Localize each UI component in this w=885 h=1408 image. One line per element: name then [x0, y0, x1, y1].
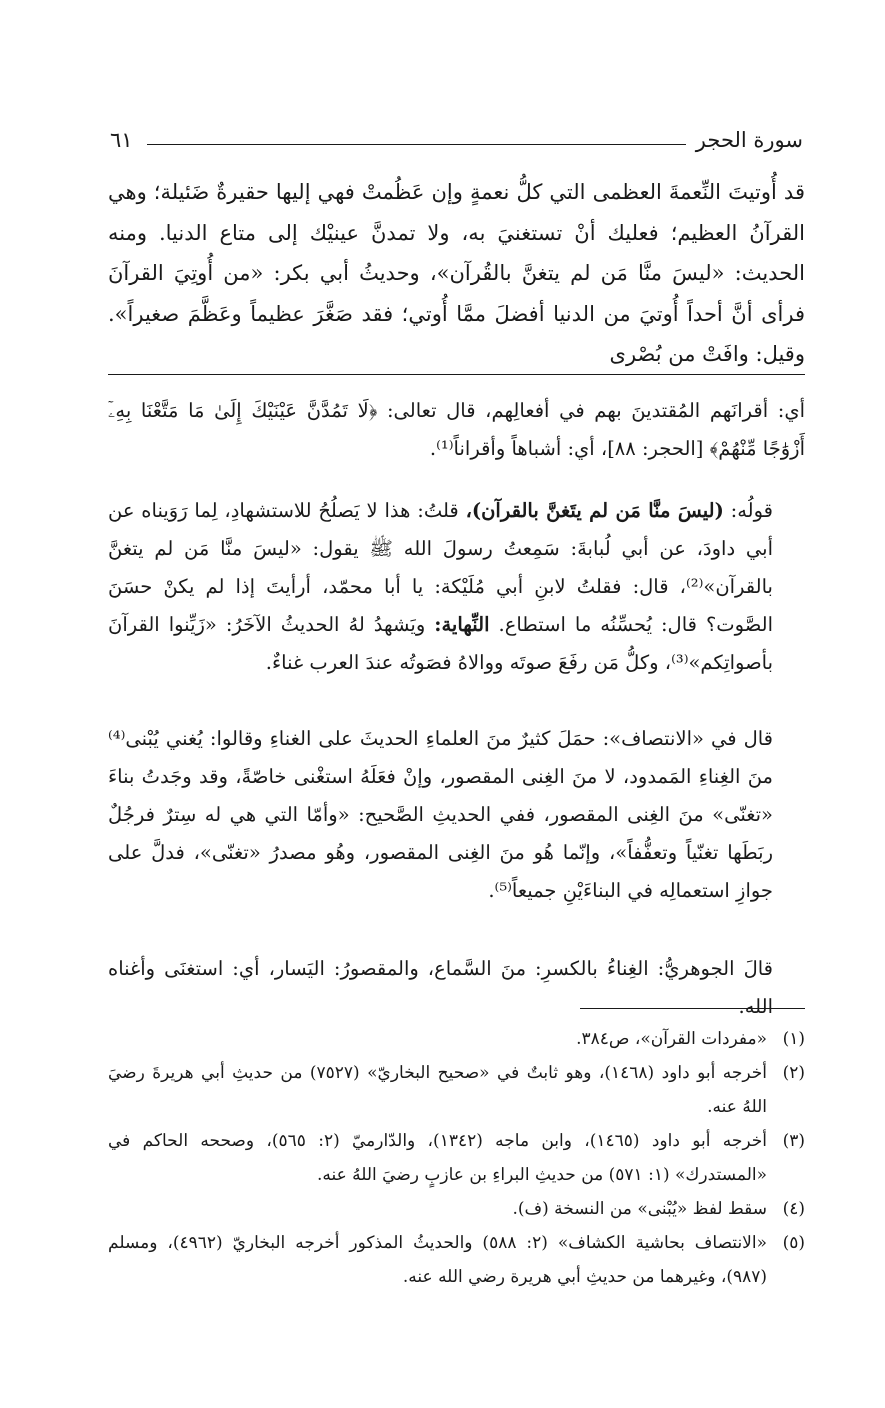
commentary-p1-text: أي: أقرانَهم المُقتدينَ بهم في أفعالِهم، قال تعالى: ﴿لَا تَمُدَّنَّ عَيْنَيْكَ إِلَىٰ مَا مَتَّعْنَا بِهِۦٓ أَزْوَٰجًا مِّنْهُمْ﴾ [الحجر: ٨٨]، أي: أشباهاً وأقراناً⁽¹⁾. — [108, 399, 805, 460]
header-rule — [147, 144, 686, 145]
commentary-p4-text: قالَ الجوهريُّ: الغِناءُ بالكسرِ: منَ السَّماع، والمقصورُ: اليَسار، أي: استغنَى وأغناه الله. — [108, 957, 773, 1018]
footnote-text: أخرجه أبو داود (١٤٦٨)، وهو ثابتٌ في «صحيح البخاريّ» (٧٥٢٧) من حديثِ أبي هريرةَ رضيَ اللهُ عنه. — [108, 1063, 768, 1117]
commentary-paragraph-4 — [108, 950, 805, 1026]
footnote-2 — [108, 1056, 805, 1124]
footnote-separator — [580, 1008, 805, 1009]
commentary-p2-quote: (ليسَ منَّا مَن لم يتَغنَّ بالقرآن)، — [465, 499, 724, 522]
main-text: قد أُوتيتَ النِّعمةَ العظمى التي كلُّ نعمةٍ وإن عَظُمتْ فهي إليها حقيرةٌ ضَئيلة؛ وهي القرآنُ العظيم؛ فعليك أنْ تستغنيَ به، ولا تمدنَّ عينيْك إلى متاع الدنيا. ومنه الحديث: «ليسَ منَّا مَن لم يتغنَّ بالقُرآن»، وحديثُ أبي بكر: «من أُوتِيَ القرآنَ فرأى أنَّ أحداً أُوتيَ من الدنيا أفضلَ ممَّا أُوتي؛ فقد صَغَّرَ عظيماً وعَظَّمَ صغيراً». وقيل: وافَتْ من بُصْرى — [108, 180, 805, 366]
footnote-number: (٤) — [782, 1199, 805, 1219]
commentary-paragraph-3 — [108, 720, 805, 910]
footnote-number: (٢) — [782, 1063, 805, 1083]
footnote-text: سقط لفظ «يُبْنى» من النسخة (ف). — [512, 1199, 767, 1219]
footnote-number: (٣) — [782, 1131, 805, 1151]
footnote-number: (١) — [782, 1029, 805, 1049]
commentary-p2-label: قولُه: — [730, 499, 773, 522]
commentary-paragraph-1 — [108, 392, 805, 468]
running-header — [110, 116, 803, 152]
footnote-text: «مفردات القرآن»، ص٣٨٤. — [576, 1029, 767, 1049]
commentary-p3-text: قال في «الانتصاف»: حمَلَ كثيرٌ منَ العلماءِ الحديثَ على الغناءِ وقالوا: يُغني يُبْنى⁽⁴⁾ منَ الغِناءِ المَمدود، لا منَ الغِنى المقصور، وإنْ فعَلَهُ استغْنى خاصّةً، وقد وجَدتُ بناءَ «تغنّى» منَ الغِنى المقصور، ففي الحديثِ الصَّحيح: «وأمّا التي هي له سِترٌ فرجُلٌ ربَطَها تغنّياً وتعفُّفاً»، وإنّما هُو منَ الغِنى المقصور، وهُو مصدرُ «تغنّى»، فدلَّ على جوازِ استعمالِه في البناءَيْنِ جميعاً⁽⁵⁾. — [108, 727, 773, 902]
surah-title: سورة الحجر — [695, 128, 803, 152]
commentary-p2-rest: قلتُ: هذا لا يَصلُحُ للاستشهادِ، لِما رَوَيناه عن أبي داودَ، عن أبي لُبابةَ: سَمِعتُ رسولَ الله ﷺ يقول: «ليسَ منَّا مَن لم يتغنَّ بالقرآن»⁽²⁾، قال: فقلتُ لابنِ أبي مُلَيْكة: يا أبا محمّد، أرأيتَ إذا لم يكنْ حسَنَ الصَّوت؟ قال: يُحسِّنُه ما استطاع. — [108, 499, 774, 636]
page-number: ٦١ — [110, 128, 133, 152]
commentary-p2-end: ويَشهدُ لهُ الحديثُ الآخَرُ: «زَيِّنوا القرآنَ بأصواتِكم»⁽³⁾، وكلُّ مَن رفَعَ صوتَه ووالاهُ فصَوتُه عندَ العرب غناءٌ. — [108, 613, 773, 674]
text-commentary-separator — [108, 374, 805, 375]
commentary-paragraph-2 — [108, 492, 805, 682]
footnote-text: «الانتصاف بحاشية الكشاف» (٢: ٥٨٨) والحديثُ المذكور أخرجه البخاريّ (٤٩٦٢)، ومسلم (٩٨٧)، وغيرهما من حديثِ أبي هريرة رضي الله عنه. — [108, 1233, 767, 1287]
footnotes — [108, 1022, 805, 1294]
footnote-number: (٥) — [782, 1233, 805, 1253]
commentary-p2-text — [108, 492, 805, 682]
footnote-3 — [108, 1124, 805, 1192]
footnote-1 — [108, 1022, 805, 1056]
footnote-text: أخرجه أبو داود (١٤٦٥)، وابن ماجه (١٣٤٢)، والدّارميّ (٢: ٥٦٥)، وصححه الحاكم في «المستدرك» (١: ٥٧١) من حديثِ البراءِ بن عازبٍ رضيَ اللهُ عنه. — [108, 1131, 768, 1185]
commentary-p2-nihaya: النِّهاية: — [434, 613, 490, 636]
footnote-5 — [108, 1226, 805, 1294]
footnote-4 — [108, 1192, 805, 1226]
